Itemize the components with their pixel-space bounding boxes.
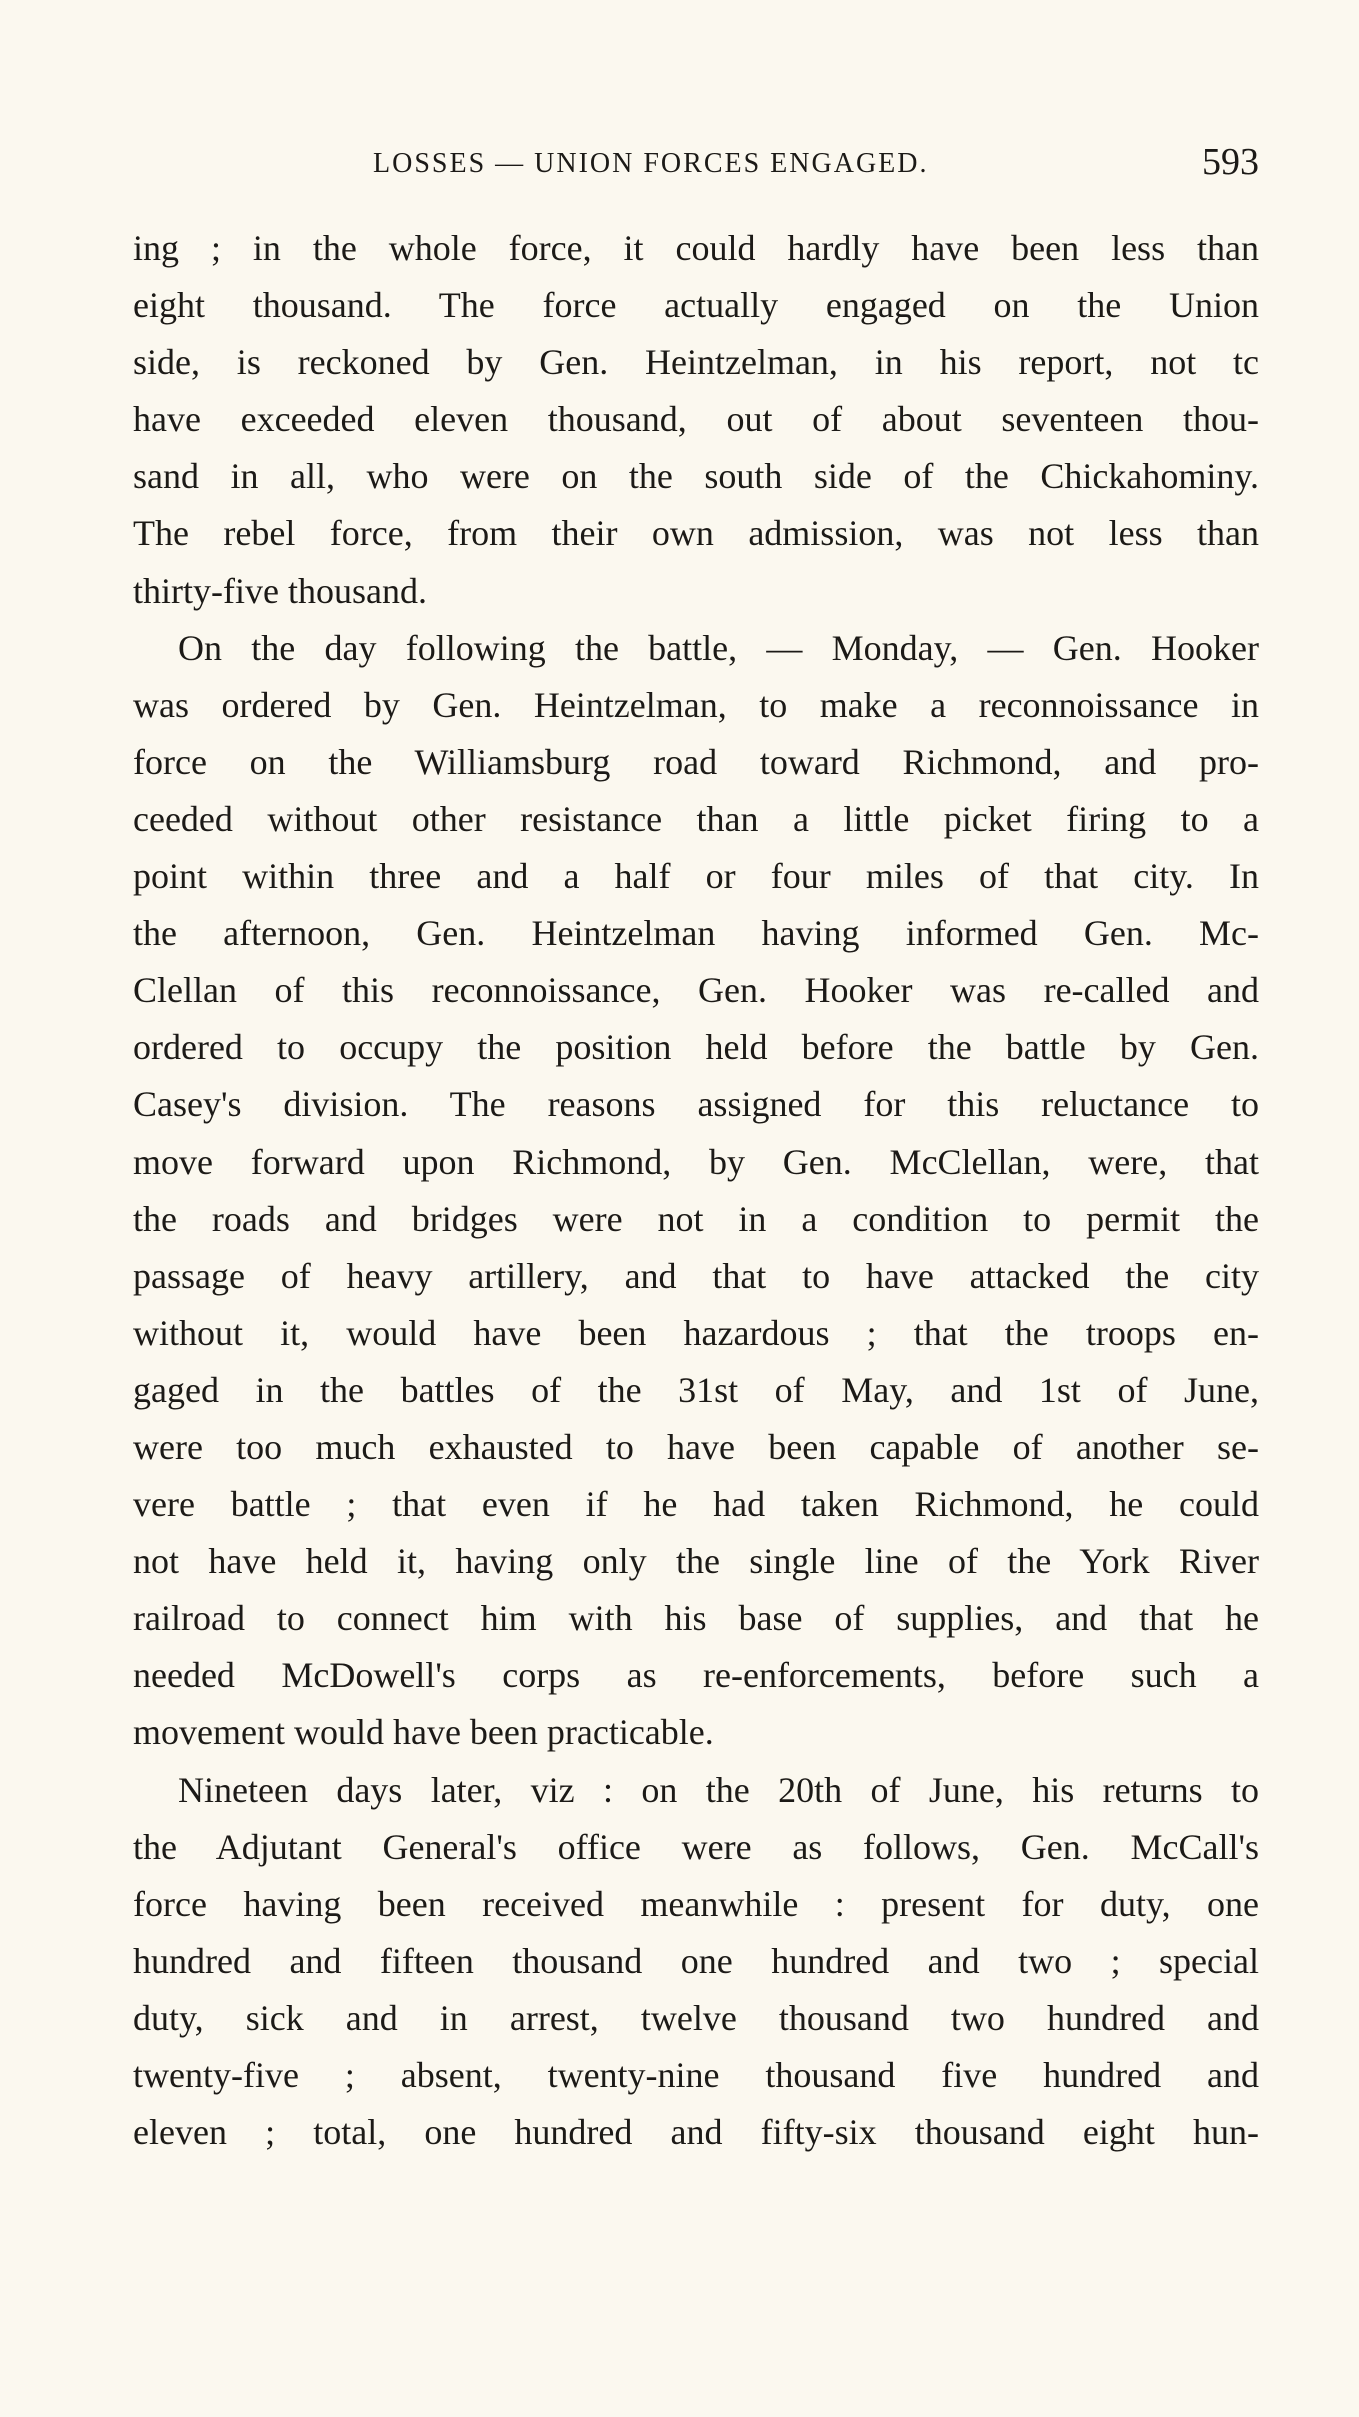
text-line: without it, would have been hazardous ; that the troops en- xyxy=(133,1312,1259,1353)
text-line: gaged in the battles of the 31st of May, and 1st of June, xyxy=(133,1369,1259,1410)
text-line: On the day following the battle, — Monday, — Gen. Hooker xyxy=(178,627,1259,668)
text-line: ceeded without other resistance than a little picket firing to a xyxy=(133,798,1259,839)
paragraph xyxy=(133,620,1259,1762)
text-line: thirty-five thousand. xyxy=(133,570,427,611)
text-line: twenty-five ; absent, twenty-nine thousand five hundred and xyxy=(133,2055,1259,2095)
text-line: movement would have been practicable. xyxy=(133,1712,714,1753)
page-number: 593 xyxy=(1202,141,1259,183)
running-head xyxy=(133,140,1259,190)
text-line: eleven ; total, one hundred and fifty-six thousand eight hun- xyxy=(133,2112,1259,2153)
text-line: eight thousand. The force actually engaged on the Union xyxy=(133,285,1259,326)
text-line: the afternoon, Gen. Heintzelman having informed Gen. Mc- xyxy=(133,913,1259,954)
text-line: side, is reckoned by Gen. Heintzelman, in his report, not tc xyxy=(133,342,1259,383)
text-line: not have held it, having only the single line of the York River xyxy=(133,1541,1259,1582)
text-line: hundred and fifteen thousand one hundred and two ; special xyxy=(133,1940,1259,1981)
text-line: force on the Williamsburg road toward Richmond, and pro- xyxy=(133,741,1259,782)
text-line: ing ; in the whole force, it could hardly have been less than xyxy=(133,228,1259,268)
text-line: was ordered by Gen. Heintzelman, to make a reconnoissance in xyxy=(133,684,1259,725)
text-line: the roads and bridges were not in a condition to permit the xyxy=(133,1198,1259,1239)
text-line: have exceeded eleven thousand, out of about seventeen thou- xyxy=(133,399,1259,440)
body-text xyxy=(133,220,1259,2161)
text-line: were too much exhausted to have been capable of another se- xyxy=(133,1426,1259,1467)
text-line: ordered to occupy the position held before the battle by Gen. xyxy=(133,1027,1259,1068)
text-line: The rebel force, from their own admission, was not less than xyxy=(133,513,1259,554)
text-line: point within three and a half or four miles of that city. In xyxy=(133,856,1259,897)
text-line: move forward upon Richmond, by Gen. McClellan, were, that xyxy=(133,1141,1259,1182)
text-line: Nineteen days later, viz : on the 20th of June, his returns to xyxy=(178,1769,1259,1810)
text-line: force having been received meanwhile : present for duty, one xyxy=(133,1883,1259,1924)
text-line: sand in all, who were on the south side of the Chickahominy. xyxy=(133,456,1259,497)
text-line: duty, sick and in arrest, twelve thousand two hundred and xyxy=(133,1997,1259,2038)
text-line: Clellan of this reconnoissance, Gen. Hooker was re-called and xyxy=(133,970,1259,1011)
text-line: needed McDowell's corps as re-enforcements, before such a xyxy=(133,1655,1259,1696)
running-head-title: LOSSES — UNION FORCES ENGAGED. xyxy=(373,148,929,179)
text-line: vere battle ; that even if he had taken Richmond, he could xyxy=(133,1484,1259,1525)
paragraph xyxy=(133,220,1259,620)
paragraph xyxy=(133,1762,1259,2162)
text-line: Casey's division. The reasons assigned for this reluctance to xyxy=(133,1084,1259,1125)
text-line: passage of heavy artillery, and that to have attacked the city xyxy=(133,1255,1259,1296)
text-line: the Adjutant General's office were as follows, Gen. McCall's xyxy=(133,1826,1259,1867)
text-line: railroad to connect him with his base of supplies, and that he xyxy=(133,1598,1259,1639)
